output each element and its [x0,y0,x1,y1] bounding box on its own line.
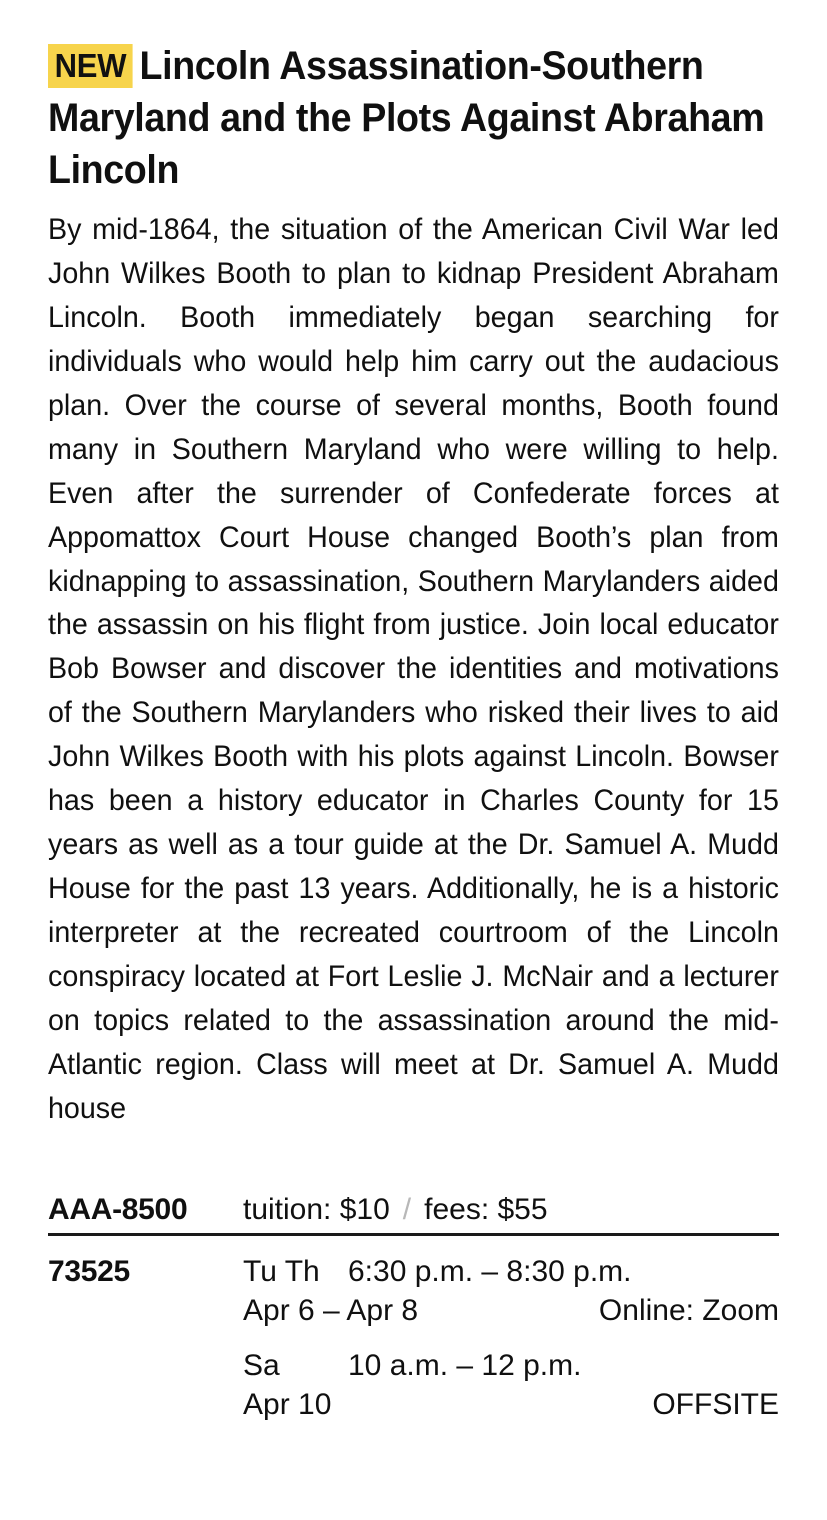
meeting-time-line [243,1346,779,1385]
meeting-date-line [243,1385,779,1424]
meeting-dates: Apr 6 – Apr 8 [243,1293,419,1327]
meeting-list [243,1252,779,1424]
meeting-location: Online: Zoom [598,1293,779,1327]
price-separator: / [402,1192,412,1226]
meeting-location: OFFSITE [652,1387,779,1421]
meeting-dates: Apr 10 [243,1387,332,1421]
price-group [243,1193,548,1227]
meeting [243,1252,779,1330]
course-code-price-row [48,1193,779,1236]
tuition-amount: tuition: $10 [243,1192,390,1226]
meeting-days: Tu Th [243,1254,320,1288]
meeting-time: 6:30 p.m. – 8:30 p.m. [348,1254,632,1288]
section-list [48,1252,779,1424]
fees-amount: fees: $55 [424,1192,548,1226]
meeting-time: 10 a.m. – 12 p.m. [348,1348,582,1382]
meeting-time-line [243,1252,779,1291]
course-code: AAA-8500 [48,1192,188,1226]
meeting-date-line [243,1291,779,1330]
course-title-text: Lincoln Assassination-Southern Maryland and the Plots Against Abraham Lincoln [48,44,765,192]
course-description: By mid-1864, the situation of the American Civil War led John Wilkes Booth to plan to kidnap President Abraham Lincoln. Booth immediately began searching for individuals who would help him carry out the audacious plan. Over the course of several months, Booth found many in Southern Maryland who were willing to help. Even after the surrender of Confederate forces at Appomattox Court House changed Booth’s plan from kidnapping to assassination, Southern Marylanders aided the assassin on his flight from justice. Join local educator Bob Bowser and discover the identities and motivations of the Southern Marylanders who risked their lives to aid John Wilkes Booth with his plots against Lincoln. Bowser has been a history educator in Charles County for 15 years as well as a tour guide at the Dr. Samuel A. Mudd House for the past 13 years. Additionally, he is a historic interpreter at the recreated courtroom of the Lincoln conspiracy located at Fort Leslie J. McNair and a lecturer on topics related to the assassination around the mid-Atlantic region. Class will meet at Dr. Samuel A. Mudd house [48,213,779,1125]
meeting-days: Sa [243,1348,280,1382]
new-badge: NEW [48,44,133,88]
section-row [48,1252,779,1424]
section-number: 73525 [48,1254,130,1288]
meeting [243,1346,779,1424]
page-title [48,0,776,196]
